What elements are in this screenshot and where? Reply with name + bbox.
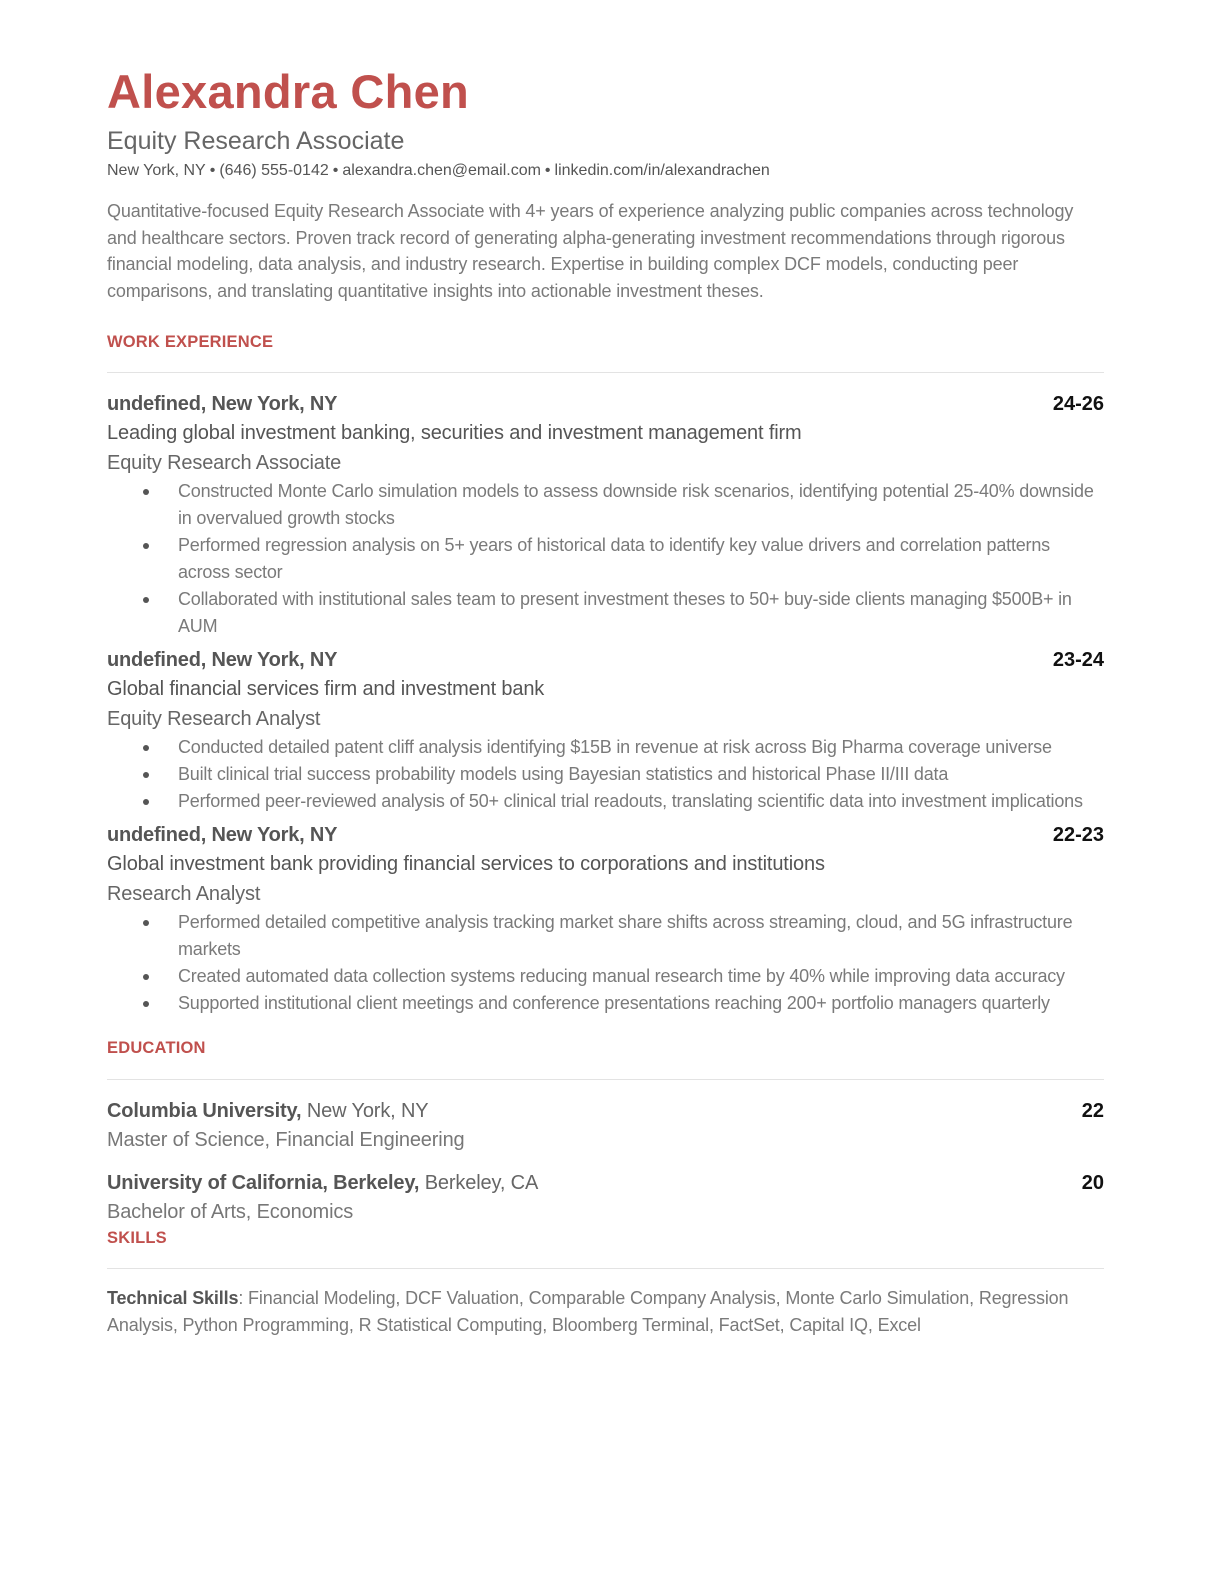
separator: • bbox=[332, 162, 339, 179]
contact-linkedin[interactable]: linkedin.com/in/alexandrachen bbox=[554, 162, 770, 179]
job-company: undefined, New York, NY bbox=[107, 824, 338, 846]
job-description: Leading global investment banking, securities and investment management firm bbox=[107, 422, 802, 444]
education-entry bbox=[107, 1169, 1104, 1228]
job-description: Global financial services firm and investment bank bbox=[107, 678, 545, 700]
bullet-text: Created automated data collection systems reducing manual research time by 40% while improving data accuracy bbox=[178, 966, 1065, 986]
job-bullet bbox=[178, 761, 1104, 788]
bullet-icon bbox=[143, 597, 149, 603]
job-description: Global investment bank providing financial services to corporations and institutions bbox=[107, 853, 825, 875]
bullet-text: Performed detailed competitive analysis tracking market share shifts across streaming, cloud, and 5G infrastructure markets bbox=[178, 912, 1073, 959]
education-entry bbox=[107, 1097, 1104, 1156]
job-role: Research Analyst bbox=[107, 882, 261, 905]
bullet-icon bbox=[143, 799, 149, 805]
education-school bbox=[107, 1097, 428, 1126]
contact-location: New York, NY bbox=[107, 162, 206, 179]
bullet-icon bbox=[143, 745, 149, 751]
separator: • bbox=[544, 162, 551, 179]
job-bullet bbox=[178, 788, 1104, 815]
school-location: New York, NY bbox=[306, 1100, 429, 1122]
professional-summary: Quantitative-focused Equity Research Associate with 4+ years of experience analyzing public companies across technology and healthcare sectors. Proven track record of generating alpha-generating investment recommendations through rigorous financial modeling, data analysis, and industry research. Expertise in building complex DCF models, conducting peer comparisons, and translating quantitative insights into actionable investment theses. bbox=[107, 201, 1074, 301]
job-role: Equity Research Associate bbox=[107, 451, 342, 474]
job-dates: 22-23 bbox=[1052, 824, 1104, 846]
skills-text bbox=[107, 1285, 1104, 1339]
bullet-text: Constructed Monte Carlo simulation models to assess downside risk scenarios, identifying potential 25-40% downside in overvalued growth stocks bbox=[178, 481, 1094, 528]
contact-phone: (646) 555-0142 bbox=[219, 162, 329, 179]
job-entry bbox=[107, 821, 1104, 1017]
job-bullet bbox=[178, 586, 1104, 640]
job-company: undefined, New York, NY bbox=[107, 393, 338, 415]
bullet-icon bbox=[143, 974, 149, 980]
job-dates: 23-24 bbox=[1052, 649, 1104, 671]
bullet-text: Performed regression analysis on 5+ years of historical data to identify key value drivers and correlation patterns across sector bbox=[178, 535, 1050, 582]
bullet-text: Built clinical trial success probability models using Bayesian statistics and historical Phase II/III data bbox=[178, 764, 949, 784]
resume-page bbox=[107, 64, 1104, 1339]
section-divider bbox=[107, 1079, 1104, 1080]
job-bullet bbox=[178, 478, 1104, 532]
job-entry bbox=[107, 646, 1104, 815]
skills-list: : Financial Modeling, DCF Valuation, Comparable Company Analysis, Monte Carlo Simulation, Regression Analysis, Python Programming, R Statistical Computing, Bloomberg Terminal, FactSet, Capital IQ, Excel bbox=[107, 1288, 1069, 1335]
separator: • bbox=[209, 162, 216, 179]
education-school bbox=[107, 1169, 538, 1198]
job-header bbox=[107, 390, 1104, 419]
section-divider bbox=[107, 372, 1104, 373]
section-title-work-experience: WORK EXPERIENCE bbox=[107, 333, 274, 351]
skills-label: Technical Skills bbox=[107, 1288, 239, 1308]
job-bullets bbox=[178, 478, 1104, 640]
job-header bbox=[107, 821, 1104, 850]
education-year: 22 bbox=[1081, 1100, 1104, 1122]
education-header bbox=[107, 1097, 1104, 1126]
education-degree: Master of Science, Financial Engineering bbox=[107, 1129, 465, 1151]
education-degree: Bachelor of Arts, Economics bbox=[107, 1200, 354, 1223]
bullet-text: Collaborated with institutional sales team to present investment theses to 50+ buy-side clients managing $500B+ in AUM bbox=[178, 589, 1072, 636]
candidate-headline: Equity Research Associate bbox=[107, 127, 405, 155]
job-bullet bbox=[178, 990, 1104, 1017]
job-role: Equity Research Analyst bbox=[107, 707, 321, 730]
bullet-icon bbox=[143, 489, 149, 495]
bullet-text: Conducted detailed patent cliff analysis identifying $15B in revenue at risk across Big Pharma coverage universe bbox=[178, 737, 1052, 757]
school-location: Berkeley, CA bbox=[424, 1171, 539, 1194]
section-title-education: EDUCATION bbox=[107, 1039, 206, 1057]
bullet-icon bbox=[143, 1001, 149, 1007]
job-bullets bbox=[178, 909, 1104, 1017]
job-bullet bbox=[178, 909, 1104, 963]
bullet-icon bbox=[143, 920, 149, 926]
job-bullet bbox=[178, 734, 1104, 761]
contact-email[interactable]: alexandra.chen@email.com bbox=[342, 162, 541, 179]
job-header bbox=[107, 646, 1104, 675]
school-name: Columbia University, bbox=[107, 1100, 302, 1122]
candidate-name: Alexandra Chen bbox=[107, 65, 470, 118]
job-dates: 24-26 bbox=[1052, 393, 1104, 415]
school-name: University of California, Berkeley, bbox=[107, 1171, 420, 1194]
education-year: 20 bbox=[1081, 1171, 1104, 1194]
job-bullet bbox=[178, 963, 1104, 990]
job-entry bbox=[107, 390, 1104, 640]
job-bullet bbox=[178, 532, 1104, 586]
bullet-icon bbox=[143, 772, 149, 778]
bullet-text: Performed peer-reviewed analysis of 50+ clinical trial readouts, translating scientific data into investment implications bbox=[178, 791, 1083, 811]
job-company: undefined, New York, NY bbox=[107, 649, 338, 671]
bullet-text: Supported institutional client meetings and conference presentations reaching 200+ portfolio managers quarterly bbox=[178, 993, 1050, 1013]
section-divider bbox=[107, 1268, 1104, 1269]
contact-line bbox=[107, 160, 1104, 182]
job-bullets bbox=[178, 734, 1104, 815]
education-header bbox=[107, 1169, 1104, 1198]
section-title-skills: SKILLS bbox=[107, 1229, 167, 1247]
bullet-icon bbox=[143, 543, 149, 549]
